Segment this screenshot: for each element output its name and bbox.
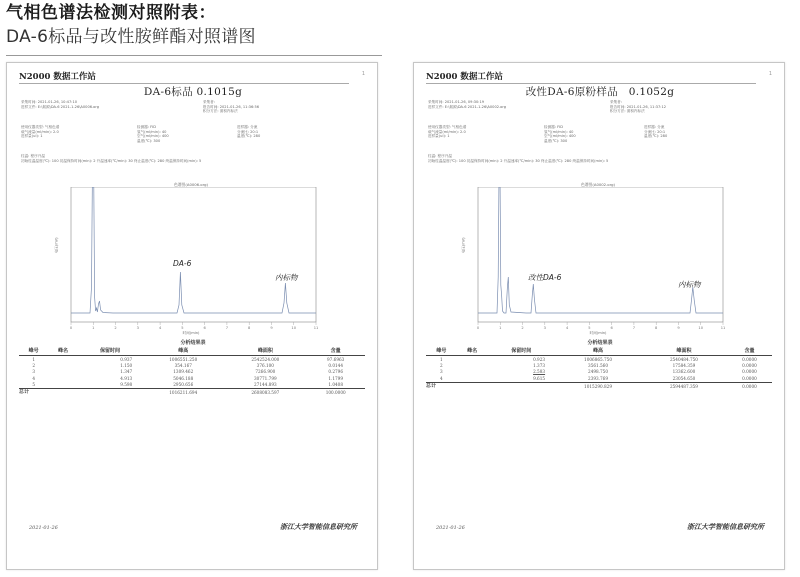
cell: 2.583 — [533, 369, 546, 375]
cell — [457, 356, 488, 363]
svg-text:4: 4 — [565, 326, 569, 330]
instrument-col1 — [428, 125, 466, 139]
header-divider — [6, 55, 382, 56]
cell: 1.373 — [533, 362, 546, 368]
chart-title: 色谱图(A0006.org) — [173, 182, 209, 187]
cell: 2594487.359 — [641, 382, 727, 390]
footer-date: 2021-01-26 — [29, 525, 58, 531]
instrument-col2 — [137, 125, 169, 143]
col-peak-area: 峰面积 — [641, 346, 727, 356]
cell: 2542524.000 — [251, 356, 280, 362]
table-header-row — [426, 346, 772, 356]
svg-text:0: 0 — [476, 326, 480, 330]
meta-line: 积分方法: 面积内标法 — [203, 109, 238, 114]
meta-line: 积分方法: 面积内标法 — [610, 109, 645, 114]
svg-text:10: 10 — [291, 326, 296, 330]
meta-right — [610, 100, 666, 114]
workstation-label: N2000 数据工作站 — [19, 70, 349, 84]
peak-annotation-internal-standard: 内标物 — [678, 280, 701, 289]
meta-line: 采集者: — [203, 100, 215, 104]
cell: 1 — [32, 356, 36, 362]
cell: 3561.560 — [588, 362, 609, 368]
svg-text:6: 6 — [610, 326, 613, 330]
instrument-col3 — [644, 125, 667, 139]
table-total-row — [426, 382, 772, 390]
meta-line: 柱温: 程序升温 — [21, 154, 45, 158]
chromatogram-plot — [470, 187, 726, 337]
meta-line: 采集时间: 2021-01-26, 09:30:19 — [428, 100, 485, 104]
cell: 0.937 — [120, 356, 133, 362]
page-header — [6, 2, 796, 49]
meta-line: 进样文件: E:\氮源\DA-6 2021-1-26\A0002.org — [428, 104, 507, 109]
meta-line: 温度(℃): 300 — [137, 138, 161, 143]
instrument-col1 — [21, 125, 59, 139]
svg-text:3: 3 — [136, 326, 139, 330]
cell: 30771.799 — [254, 375, 277, 381]
svg-text:11: 11 — [720, 326, 726, 330]
page-subtitle: DA-6标品与改性胺鲜酯对照谱图 — [6, 27, 256, 47]
x-axis-label: 时间(min) — [589, 331, 607, 335]
cell: 3 — [32, 369, 36, 375]
meta-line: 分流比: 20:1 — [644, 129, 666, 134]
meta-line: 进样量(ul): 1 — [21, 134, 43, 139]
col-peak-no: 峰号 — [19, 346, 48, 356]
chart-title: 色谱图(A0002.org) — [580, 182, 616, 187]
meta-line: 进样器: 分流 — [237, 125, 258, 129]
meta-line: 分流比: 20:1 — [237, 129, 259, 134]
cell — [78, 388, 143, 396]
cell — [48, 356, 77, 363]
cell: 97.6963 — [327, 356, 345, 362]
cell — [457, 375, 488, 382]
cell: 5 — [32, 382, 36, 388]
meta-line: 采集者: — [610, 100, 622, 104]
report-sheet-da6-standard — [6, 62, 378, 570]
cell: 0.0000 — [742, 369, 757, 375]
cell: 1016211.694 — [142, 388, 224, 396]
cell: 2950.656 — [173, 382, 194, 388]
table-row — [426, 375, 772, 382]
meta-line: 载气流量(ml/min): 2.0 — [428, 129, 466, 134]
chromatogram-chart — [54, 182, 319, 337]
svg-text:7: 7 — [632, 326, 636, 330]
cell: 3 — [440, 369, 443, 375]
meta-line: 空气(ml/min): 400 — [544, 134, 576, 139]
col-peak-name: 峰名 — [457, 346, 488, 356]
page-title: 气相色谱法检测对照附表： — [6, 3, 216, 23]
cell: 2540484.750 — [669, 356, 698, 362]
cell: 0.0144 — [328, 362, 343, 368]
cell: 5046.188 — [173, 375, 194, 381]
svg-text:9: 9 — [677, 326, 680, 330]
results-table-title: 分析结果表 — [587, 340, 613, 346]
meta-line: 采集时间: 2021-01-26, 10:47:10 — [21, 100, 78, 104]
report-title: DA-6标品 0.1015g — [143, 86, 243, 98]
cell: 1.150 — [120, 362, 133, 368]
column-program — [428, 154, 608, 163]
meta-line: 温度(℃): 280 — [644, 134, 668, 139]
col-retention-time: 保留时间 — [78, 346, 143, 356]
peak-annotation-da6: DA-6 — [173, 259, 192, 268]
instrument-col3 — [237, 125, 260, 139]
column-program — [21, 154, 201, 163]
svg-text:8: 8 — [248, 326, 251, 330]
svg-text:11: 11 — [313, 326, 319, 330]
cell: 100.0000 — [306, 388, 365, 396]
col-peak-height: 峰高 — [555, 346, 641, 356]
meta-line: 报告时间: 2021-01-26, 11:37:12 — [610, 104, 667, 109]
results-table — [426, 346, 772, 390]
cell — [48, 382, 77, 389]
cell: 4 — [32, 375, 36, 381]
cell: 0.0000 — [742, 356, 757, 362]
meta-line: 载气流量(ml/min): 2.0 — [21, 129, 59, 134]
table-total-row — [19, 388, 365, 396]
svg-text:1: 1 — [499, 326, 502, 330]
cell: 2498.750 — [588, 369, 609, 375]
results-table-title: 分析结果表 — [180, 340, 206, 346]
col-content: 含量 — [306, 346, 365, 356]
cell: 总计 — [19, 388, 48, 396]
cell — [488, 382, 556, 390]
meta-line: 检测器: FID — [137, 125, 157, 129]
col-peak-height: 峰高 — [142, 346, 224, 356]
col-peak-no: 峰号 — [426, 346, 457, 356]
meta-line: 空气(ml/min): 400 — [137, 134, 169, 139]
peak-annotation-internal-standard: 内标物 — [275, 273, 298, 282]
cell: 0.0000 — [742, 362, 757, 368]
cell: 2608083.597 — [224, 388, 306, 396]
cell: 17584.359 — [672, 362, 696, 368]
cell: 27144.893 — [254, 382, 277, 388]
col-content: 含量 — [727, 346, 772, 356]
meta-left — [21, 100, 99, 109]
meta-line: 使用仪器类型: 气相色谱 — [428, 125, 467, 129]
cell: 2 — [440, 362, 443, 368]
table-row — [426, 356, 772, 363]
cell: 1.1799 — [328, 375, 343, 381]
cell: 4 — [440, 375, 443, 381]
cell: 1.0408 — [328, 382, 343, 388]
cell: 0.0000 — [727, 382, 772, 390]
cell: 2 — [32, 362, 36, 368]
meta-line: 进样器: 分流 — [644, 125, 665, 129]
cell: 0.923 — [533, 356, 546, 362]
col-peak-name: 峰名 — [48, 346, 77, 356]
svg-text:8: 8 — [655, 326, 658, 330]
table-row — [19, 382, 365, 389]
svg-text:1: 1 — [92, 326, 95, 330]
svg-text:0: 0 — [69, 326, 73, 330]
meta-line: 报告时间: 2021-01-26, 11:36:56 — [203, 104, 260, 109]
cell: 9.615 — [533, 375, 546, 381]
meta-left — [428, 100, 506, 109]
y-axis-label: 电压(mV) — [54, 237, 59, 254]
svg-text:3: 3 — [543, 326, 546, 330]
meta-line: 初始柱温温度(℃): 100 初温保持时间(min): 2 升温速率(℃/min): 30 终止温度(℃): 280 终温保持时间(min): 5 — [428, 158, 609, 163]
meta-line: 氢气(ml/min): 40 — [544, 129, 574, 134]
meta-line: 温度(℃): 280 — [237, 134, 261, 139]
footer-organization: 浙江大学智能信息研究所 — [687, 522, 764, 531]
cell: 354.167 — [174, 362, 192, 368]
svg-text:2: 2 — [521, 326, 524, 330]
svg-text:2: 2 — [114, 326, 117, 330]
svg-text:5: 5 — [588, 326, 591, 330]
meta-right — [203, 100, 259, 114]
col-retention-time: 保留时间 — [488, 346, 556, 356]
footer-date: 2021-01-26 — [436, 525, 465, 531]
cell: 1006865.750 — [584, 356, 613, 362]
page-mark: 1 — [361, 71, 365, 77]
workstation-label: N2000 数据工作站 — [426, 70, 756, 84]
cell: 9.598 — [120, 382, 133, 388]
cell: 1015290.829 — [555, 382, 641, 390]
report-title: 改性DA-6原粉样品 0.1052g — [525, 86, 675, 98]
meta-line: 检测器: FID — [544, 125, 564, 129]
cell: 23054.650 — [672, 375, 696, 381]
instrument-col2 — [544, 125, 576, 143]
table-header-row — [19, 346, 365, 356]
cell: 1.347 — [120, 369, 133, 375]
svg-text:5: 5 — [181, 326, 184, 330]
cell: 376.100 — [256, 362, 274, 368]
y-axis-label: 电压(mV) — [461, 237, 466, 254]
cell: 0.2796 — [328, 369, 343, 375]
cell: 总计 — [426, 382, 457, 390]
meta-line: 温度(℃): 300 — [544, 138, 568, 143]
svg-text:6: 6 — [203, 326, 206, 330]
cell: 0.0000 — [742, 375, 757, 381]
x-axis-label: 时间(min) — [182, 331, 200, 335]
cell: 1006551.250 — [169, 356, 198, 362]
col-peak-area: 峰面积 — [224, 346, 306, 356]
chromatogram-chart — [461, 182, 726, 337]
meta-line: 氢气(ml/min): 40 — [137, 129, 167, 134]
report-sheet-modified-da6-sample — [413, 62, 785, 570]
meta-line: 初始柱温温度(℃): 100 初温保持时间(min): 2 升温速率(℃/min): 30 终止温度(℃): 280 终温保持时间(min): 5 — [21, 158, 202, 163]
cell: 1309.462 — [173, 369, 194, 375]
cell: 7266.900 — [255, 369, 276, 375]
meta-line: 进样量(ul): 1 — [428, 134, 450, 139]
svg-text:10: 10 — [698, 326, 703, 330]
meta-line: 进样文件: E:\氮源\DA-6 2021-1-26\A0006.org — [21, 104, 100, 109]
cell — [48, 388, 77, 396]
meta-line: 柱温: 程序升温 — [428, 154, 452, 158]
svg-text:9: 9 — [270, 326, 273, 330]
cell: 1 — [440, 356, 443, 362]
meta-line: 使用仪器类型: 气相色谱 — [21, 125, 60, 129]
footer-organization: 浙江大学智能信息研究所 — [280, 522, 357, 531]
peak-annotation-modified-da6: 改性DA-6 — [528, 273, 562, 282]
cell: 13362.600 — [672, 369, 696, 375]
results-table — [19, 346, 365, 396]
cell: 4.913 — [120, 375, 133, 381]
page-mark: 1 — [768, 71, 772, 77]
table-row — [19, 356, 365, 363]
svg-text:7: 7 — [225, 326, 229, 330]
svg-text:4: 4 — [158, 326, 162, 330]
cell: 2393.769 — [588, 375, 609, 381]
cell — [457, 382, 488, 390]
